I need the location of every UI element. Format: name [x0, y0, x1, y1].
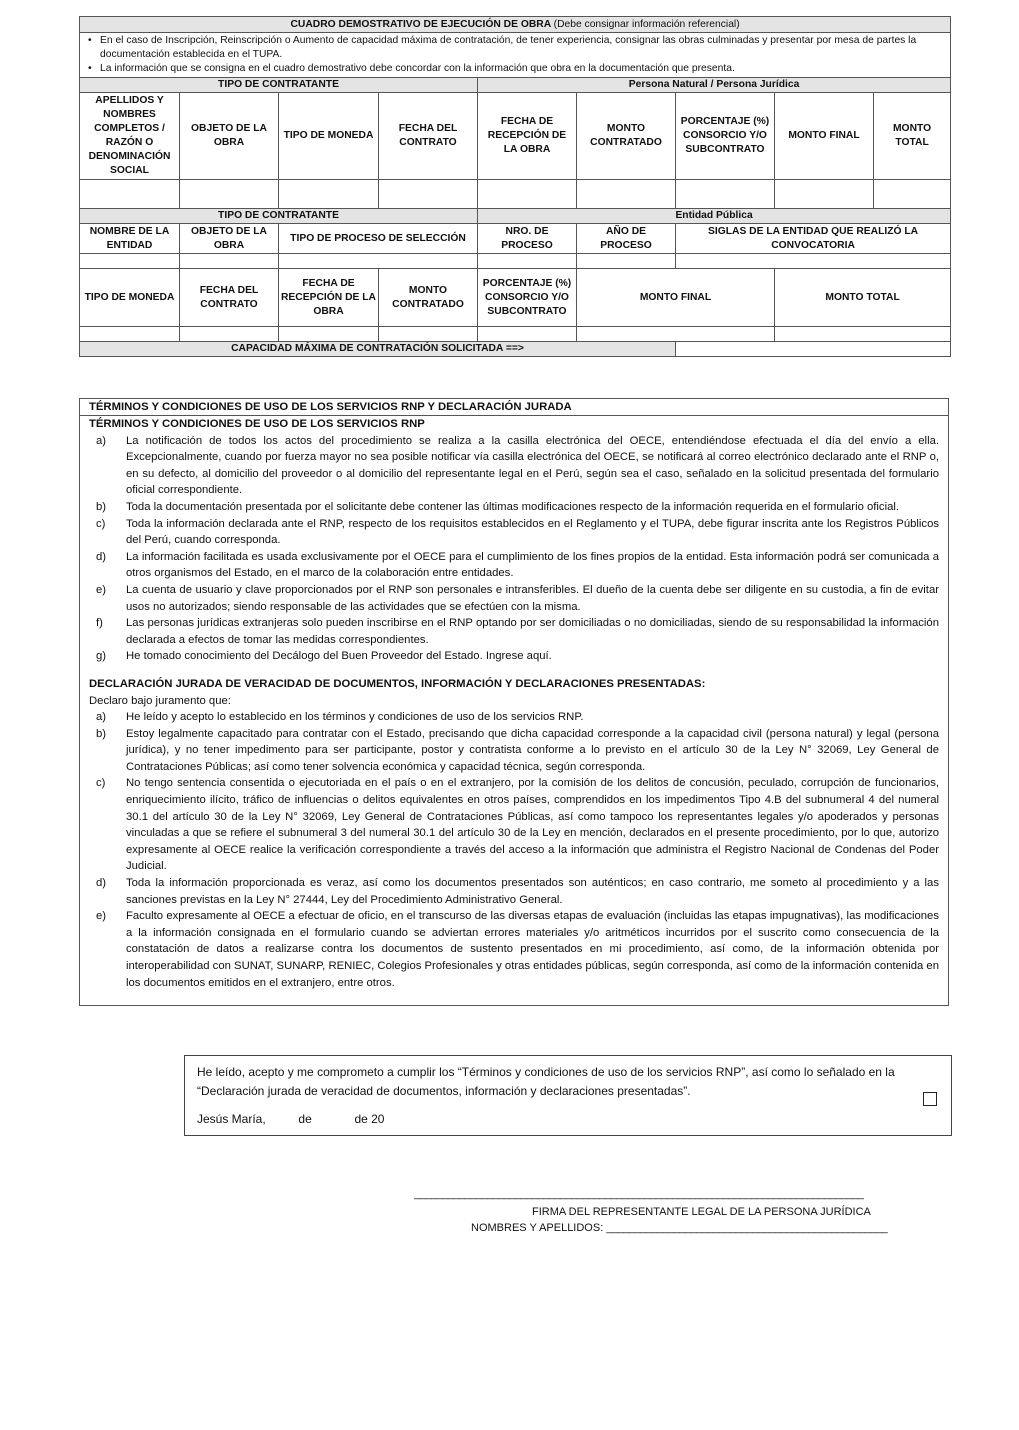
header-cell: SIGLAS DE LA ENTIDAD QUE REALIZÓ LA CONVOCATORIA	[676, 224, 951, 254]
input-cell[interactable]	[577, 254, 676, 269]
names-field[interactable]	[471, 1222, 887, 1234]
input-cell[interactable]	[279, 180, 379, 209]
terms-list	[89, 433, 939, 665]
terms-box-title: TÉRMINOS Y CONDICIONES DE USO DE LOS SERVICIOS RNP Y DECLARACIÓN JURADA	[80, 399, 948, 416]
contractor-type-value: Persona Natural / Persona Jurídica	[478, 78, 951, 93]
header-cell: MONTO FINAL	[577, 269, 775, 327]
header-cell: MONTO CONTRATADO	[577, 93, 676, 180]
header-cell: OBJETO DE LA OBRA	[180, 224, 279, 254]
acceptance-date	[197, 1110, 939, 1129]
accept-checkbox[interactable]	[923, 1092, 937, 1106]
declaration-item: d) Toda la información proporcionada es veraz, así como los documentos presentados son auténticos; en caso contrario, me someto al procedimiento y a las sanciones previstas en la Ley N° 27444, Ley del Procedimiento Administrativo General.	[96, 877, 939, 906]
header-cell: OBJETO DE LA OBRA	[180, 93, 279, 180]
header-cell: PORCENTAJE (%) CONSORCIO Y/O SUBCONTRATO	[676, 93, 775, 180]
terms-item: e) La cuenta de usuario y clave proporcionados por el RNP son personales e intransferibles. El dueño de la cuenta debe ser diligente en su custodia, a fin de evitar usos no autorizados; siendo responsable de las actividades que se efectúen con la misma.	[96, 583, 939, 613]
input-cell[interactable]	[379, 327, 478, 342]
header-cell: FECHA DEL CONTRATO	[180, 269, 279, 327]
input-cell[interactable]	[676, 254, 951, 269]
year-label: de 20	[354, 1112, 385, 1126]
header-cell: NOMBRE DE LA ENTIDAD	[80, 224, 180, 254]
input-cell[interactable]	[80, 327, 180, 342]
works-table-notes	[80, 33, 951, 78]
input-cell[interactable]	[80, 254, 180, 269]
header-cell: FECHA DEL CONTRATO	[379, 93, 478, 180]
header-cell: MONTO TOTAL	[874, 93, 951, 180]
contractor-type-label: TIPO DE CONTRATANTE	[80, 209, 478, 224]
input-cell[interactable]	[379, 180, 478, 209]
terms-box	[79, 398, 949, 1006]
day-of-label: de	[298, 1112, 312, 1126]
acceptance-text: He leído, acepto y me comprometo a cumplir los “Términos y condiciones de uso de los servicios RNP”, así como lo señalado en la “Declaración jurada de veracidad de documentos, información y declaraciones presentadas”.	[197, 1065, 895, 1098]
names-label: NOMBRES Y APELLIDOS:	[471, 1222, 604, 1234]
header-cell: MONTO FINAL	[775, 93, 874, 180]
works-table-title: CUADRO DEMOSTRATIVO DE EJECUCIÓN DE OBRA (Debe consignar información referencial)	[80, 17, 951, 33]
input-cell[interactable]	[180, 180, 279, 209]
declaration-item: b) Estoy legalmente capacitado para contratar con el Estado, precisando que dicha capacidad corresponde a la capacidad civil (persona natural) y legal (persona jurídica), y no tener impedimento para ser participante, postor y contratista conforme a lo previsto en el artículo 30 de la Ley N° 32069, Ley General de Contrataciones Públicas; así como tener solvencia económica y capacidad técnica, según corresponda.	[96, 727, 939, 773]
names-line: __________________________________________________	[606, 1222, 888, 1234]
input-cell[interactable]	[874, 180, 951, 209]
header-cell: FECHA DE RECEPCIÓN DE LA OBRA	[279, 269, 379, 327]
header-cell: MONTO CONTRATADO	[379, 269, 478, 327]
header-cell: PORCENTAJE (%) CONSORCIO Y/O SUBCONTRATO	[478, 269, 577, 327]
declaration-item: e) Faculto expresamente al OECE a efectuar de oficio, en el transcurso de las diversas etapas de evaluación (incluidas las etapas impugnativas), las modificaciones a la información consignada en el formulario cuando se adviertan errores materiales y/o aritméticos incurridos por el suscrito como consecuencia de la constatación de datos a realizarse contra los documentos de sustento presentados en mi procedimiento, así como, de la información obtenida por interoperabilidad con SUNAT, SUNARP, RENIEC, Colegios Profesionales y otras entidades públicas, según corresponda, así como de la información contenida en los documentos emitidos en el extranjero, entre otros.	[96, 910, 939, 989]
header-cell: TIPO DE MONEDA	[279, 93, 379, 180]
terms-item: f) Las personas jurídicas extranjeras solo pueden inscribirse en el RNP optando por ser domiciliadas o no domiciliadas, siendo de su responsabilidad la información declarada a efectos de tomar las medidas correspondientes.	[96, 617, 939, 646]
signature-label: FIRMA DEL REPRESENTANTE LEGAL DE LA PERSONA JURÍDICA	[532, 1206, 871, 1218]
terms-item: d) La información facilitada es usada exclusivamente por el OECE para el cumplimiento de los fines propios de la entidad. Esta información podrá ser comunicada a otros organismos del Estado, en el marco de la colaboración entre entidades.	[96, 550, 939, 580]
header-cell: APELLIDOS Y NOMBRES COMPLETOS / RAZÓN O DENOMINACIÓN SOCIAL	[80, 93, 180, 180]
input-cell[interactable]	[478, 254, 577, 269]
input-cell[interactable]	[180, 254, 279, 269]
terms-item: a) La notificación de todos los actos del procedimiento se realiza a la casilla electrónica del OECE, entendiéndose efectuada el día del envío a ella. Excepcionalmente, cuando por fuerza mayor no sea posible notificar vía casilla electrónica del OECE, se notificará al correo electrónico declarado ante el RNP o, en su defecto, al domicilio del proveedor o al domicilio del representante legal en el Perú, según sea el caso, señalado en la solicitud presentada del formulario oficial correspondiente.	[96, 434, 939, 497]
declaration-item: a) He leído y acepto lo establecido en los términos y condiciones de uso de los servicios RNP.	[96, 711, 584, 724]
note-item: • La información que se consigna en el cuadro demostrativo debe concordar con la información que obra en la documentación que presenta.	[88, 63, 735, 74]
header-cell: TIPO DE PROCESO DE SELECCIÓN	[279, 224, 478, 254]
contractor-type-label: TIPO DE CONTRATANTE	[80, 78, 478, 93]
terms-section-title: TÉRMINOS Y CONDICIONES DE USO DE LOS SERVICIOS RNP	[89, 418, 425, 430]
input-cell[interactable]	[279, 254, 478, 269]
declaration-list	[89, 709, 939, 991]
terms-item: b) Toda la documentación presentada por el solicitante debe contener las últimas modificaciones respecto de la información requerida en el formulario oficial.	[96, 500, 900, 513]
input-cell[interactable]	[478, 180, 577, 209]
header-cell: FECHA DE RECEPCIÓN DE LA OBRA	[478, 93, 577, 180]
capacity-label: CAPACIDAD MÁXIMA DE CONTRATACIÓN SOLICITADA ==>	[80, 342, 676, 357]
input-cell[interactable]	[676, 180, 775, 209]
works-table	[79, 16, 951, 357]
input-cell[interactable]	[80, 180, 180, 209]
terms-item[interactable]: g) He tomado conocimiento del Decálogo del Buen Proveedor del Estado. Ingrese aquí.	[96, 650, 552, 663]
input-cell[interactable]	[180, 327, 279, 342]
acceptance-box	[184, 1055, 952, 1136]
contractor-type-value: Entidad Pública	[478, 209, 951, 224]
declaration-title: DECLARACIÓN JURADA DE VERACIDAD DE DOCUMENTOS, INFORMACIÓN Y DECLARACIONES PRESENTADAS:	[89, 677, 706, 690]
header-cell: TIPO DE MONEDA	[80, 269, 180, 327]
signature-line: ________________________________________________________________________________	[414, 1188, 864, 1200]
header-cell: MONTO TOTAL	[775, 269, 951, 327]
note-item: • En el caso de Inscripción, Reinscripción o Aumento de capacidad máxima de contratación, de tener experiencia, consignar las obras culminadas y presentar por mesa de partes la documentación establecida en el TUPA.	[88, 35, 917, 60]
declaration-intro: Declaro bajo juramento que:	[89, 694, 231, 707]
header-cell: NRO. DE PROCESO	[478, 224, 577, 254]
input-cell[interactable]	[775, 327, 951, 342]
declaration-item: c) No tengo sentencia consentida o ejecutoriada en el país o en el extranjero, por la comisión de los delitos de concusión, peculado, corrupción de funcionarios, enriquecimiento ilícito, tráfico de influencias o delitos equivalentes en otros países, comprendidos en los impedimentos Tipo 4.B del subnumeral 4 del numeral 30.1 del artículo 30 de la Ley N° 32069, Ley General de Contrataciones Públicas, así como tampoco los representantes legales y/o apoderados y personas vinculadas a que se refiere el subnumeral 3 del numeral 30.1 del artículo 30 de la Ley en mención, declarados en el presente procedimiento, por lo que, autorizo expresamente al OECE realice la verificación correspondiente a través del acceso a la información que administra el Registro Nacional de Condenas del Poder Judicial.	[96, 777, 939, 873]
input-cell[interactable]	[577, 327, 775, 342]
place-label: Jesús María,	[197, 1112, 266, 1126]
header-cell: AÑO DE PROCESO	[577, 224, 676, 254]
capacity-input[interactable]	[676, 342, 951, 357]
input-cell[interactable]	[577, 180, 676, 209]
input-cell[interactable]	[775, 180, 874, 209]
input-cell[interactable]	[478, 327, 577, 342]
terms-item: c) Toda la información declarada ante el RNP, respecto de los requisitos establecidos en el Reglamento y el TUPA, debe figurar inscrita ante los Registros Públicos del Perú, cuando corresponda.	[96, 517, 939, 547]
input-cell[interactable]	[279, 327, 379, 342]
